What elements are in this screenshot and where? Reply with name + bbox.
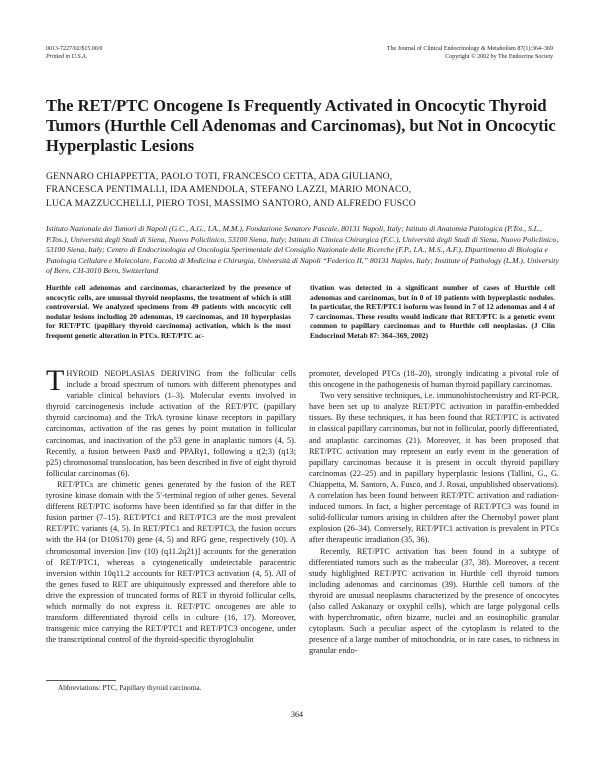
article-title: The RET/PTC Oncogene Is Frequently Activated in Oncocytic Thyroid Tumors (Hurthle Cell Adenomas and Carcinomas), but Not in Oncocytic Hyperplastic Lesions: [46, 96, 556, 155]
body-left-column: [46, 364, 296, 645]
body-paragraph: promoter, developed PTCs (18–20), strongly indicating a pivotal role of this oncogene in the pathogenesis of human thyroid papillary carcinomas.: [309, 369, 559, 390]
abstract-right-column: tivation was detected in a significant number of cases of Hurthle cell adenomas and carcinomas, but in 0 of 10 patients with hyperplastic nodules. In particular, the RET/PTC1 isoform was found in 7 of 12 adenomas and 4 of 7 carcinomas. These results would indicate that RET/PTC is a genetic event common to papillary carcinomas and to Hurthle cell neoplasias. (J Clin Endocrinol Metab 87: 364–369, 2002): [310, 283, 555, 340]
body-paragraph: RET/PTCs are chimeric genes generated by the fusion of the RET tyrosine kinase domain with the 5′-terminal region of other genes. Several different RET/PTC isoforms have been identified so far that differ in the fusion partner (7–15). RET/PTC1 and RET/PTC3 are the most prevalent RET/PTC variants (4, 5). In RET/PTC1 and RET/PTC3, the fusion occurs with the H4 (or D10S170) gene (4, 5) and RFG gene, respectively (10). A chromosomal inversion [inv (10) (q11.2q21)] accounts for the generation of RET/PTC1, whereas a cytogenetically undetectable paracentric inversion within 10q11.2 accounts for RET/PTC3 activation (4, 5). All of the genes fused to RET are ubiquitously expressed and therefore able to drive the expression of truncated forms of RET in thyroid follicular cells, which normally do not express it. RET/PTC oncogenes are able to transform differentiated thyroid cells in culture (16, 17). Moreover, transgenic mice carrying the RET/PTC1 and RET/PTC3 oncogene, under the transcriptional control of the thyroid-specific thyroglobulin: [46, 479, 296, 645]
author-list: [46, 170, 566, 210]
intro-paragraph: THYROID NEOPLASIAS DERIVING from the follicular cells include a broad spectrum of tumors with different phenotypes and variable clinical behaviors (1–3). Molecular events involved in thyroid carcinogenesis include activation of the RET/PTC (papillary thyroid carcinoma) and the TrkA tyrosine kinase receptors in papillary carcinomas, activation of the ras genes by point mutation in follicular carcinomas, and inactivation of the p53 gene in anaplastic tumors (4, 5). Recently, a fusion between Pax8 and PPARγ1, following a t(2;3) (q13; p25) chromosomal translocation, has been described in five of eight thyroid follicular carcinomas (6).: [46, 364, 296, 478]
copyright-line: Copyright © 2002 by The Endocrine Society: [445, 54, 553, 60]
abbreviations-footnote: Abbreviations: PTC, Papillary thyroid carcinoma.: [58, 684, 202, 692]
body-paragraph: Recently, RET/PTC activation has been found in a subtype of differentiated tumors such as the trabecular (37, 38). Moreover, a recent study highlighted RET/PTC activation in Hurthle cell thyroid tumors including adenomas and carcinomas (39). Hurthle cell tumors of the thyroid are unusual neoplasms characterized by the presence of oncocytes (also called Askanazy or oxyphil cells), which are large polygonal cells with hyperchromatic, often bizarre, nuclei and an eosinophilic granular cytoplasm. Such a peculiar aspect of the cytoplasm is related to the presence of a large number of mitochondria, or in rare cases, to richness in granular endo-: [309, 546, 559, 656]
author-line: LUCA MAZZUCCHELLI, PIERO TOSI, MASSIMO SANTORO, AND ALFREDO FUSCO: [46, 197, 416, 209]
page-number: 364: [291, 710, 303, 719]
issn-code: 0013-7227/02/$15.00/0: [46, 46, 103, 52]
body-paragraph: Two very sensitive techniques, i.e. immunohistochemistry and RT-PCR, have been set up to analyze RET/PTC activation in paraffin-embedded tissues. By these techniques, it has been found that RET/PTC is activated in classical papillary carcinomas, but not in follicular, poorly differentiated, and anaplastic carcinomas (21). Moreover, it has been proposed that RET/PTC activation may represent an early event in the generation of papillary carcinomas because it is present in occult thyroid papillary carcinomas (22–25) and in papillary hyperplastic lesions (Tallini, G., G. Chiappetta, M. Santoro, A. Fusco, and J. Rosai, unpublished observations). A correlation has been found between RET/PTC activation and radiation-induced tumors. In fact, a higher percentage of RET/PTC3 was found in solid-follicular tumors arising in children after the Chernobyl power plant explosion (26–34). Conversely, RET/PTC1 activation is prevalent in PTCs after therapeutic irradiation (35, 36).: [309, 391, 559, 545]
drop-cap: T: [46, 364, 65, 397]
print-location: Printed in U.S.A.: [46, 54, 88, 60]
journal-header-right: [387, 45, 553, 61]
author-line: GENNARO CHIAPPETTA, PAOLO TOTI, FRANCESCO CETTA, ADA GIULIANO,: [46, 171, 393, 182]
journal-header-left: [46, 45, 103, 61]
abstract-left-column: Hurthle cell adenomas and carcinomas, characterized by the presence of oncocytic cells, are unusual thyroid neoplasms, the treatment of which is still controversial. We analyzed specimens from 49 patients with oncocytic cell nodular lesions including 20 adenomas, 19 carcinomas, and 10 hyperplasias for RET/PTC (papillary thyroid carcinoma) activation, which is the most frequent genetic alteration in PTCs. RET/PTC ac-: [46, 283, 291, 340]
footnote-divider: [46, 680, 116, 681]
affiliations: Istituto Nazionale dei Tumori di Napoli (G.C., A.G., I.A., M.M.), Fondazione Senatore Pascale, 80131 Napoli, Italy; Istituto di Anatomia Patologica (P.Tot., S.L., P.Tos.), Università degli Studi di Siena, Nuovo Policlinico, 53100 Siena, Italy; Istituto di Clinica Chirurgica (F.C.), Università degli Studi di Siena, Nuovo Policlinico, 53100 Siena, Italy; Centro di Endocrinologia ed Oncologia Sperimentale del Consiglio Nazionale delle Ricerche (F.P., I.A., M.S., A.F.), Dipartimento di Biologia e Patologia Cellulare e Molecolare, Facoltà di Medicina e Chirurgia, Università di Napoli “Federico II,” 80131 Naples, Italy; Institute of Pathology (L.M.), University of Bern, CH-3010 Bern, Switzerland: [46, 224, 559, 276]
body-right-column: [309, 368, 559, 656]
author-line: FRANCESCA PENTIMALLI, IDA AMENDOLA, STEFANO LAZZI, MARIO MONACO,: [46, 184, 412, 196]
journal-citation: The Journal of Clinical Endocrinology & Metabolism 87(1):364–369: [386, 46, 553, 52]
